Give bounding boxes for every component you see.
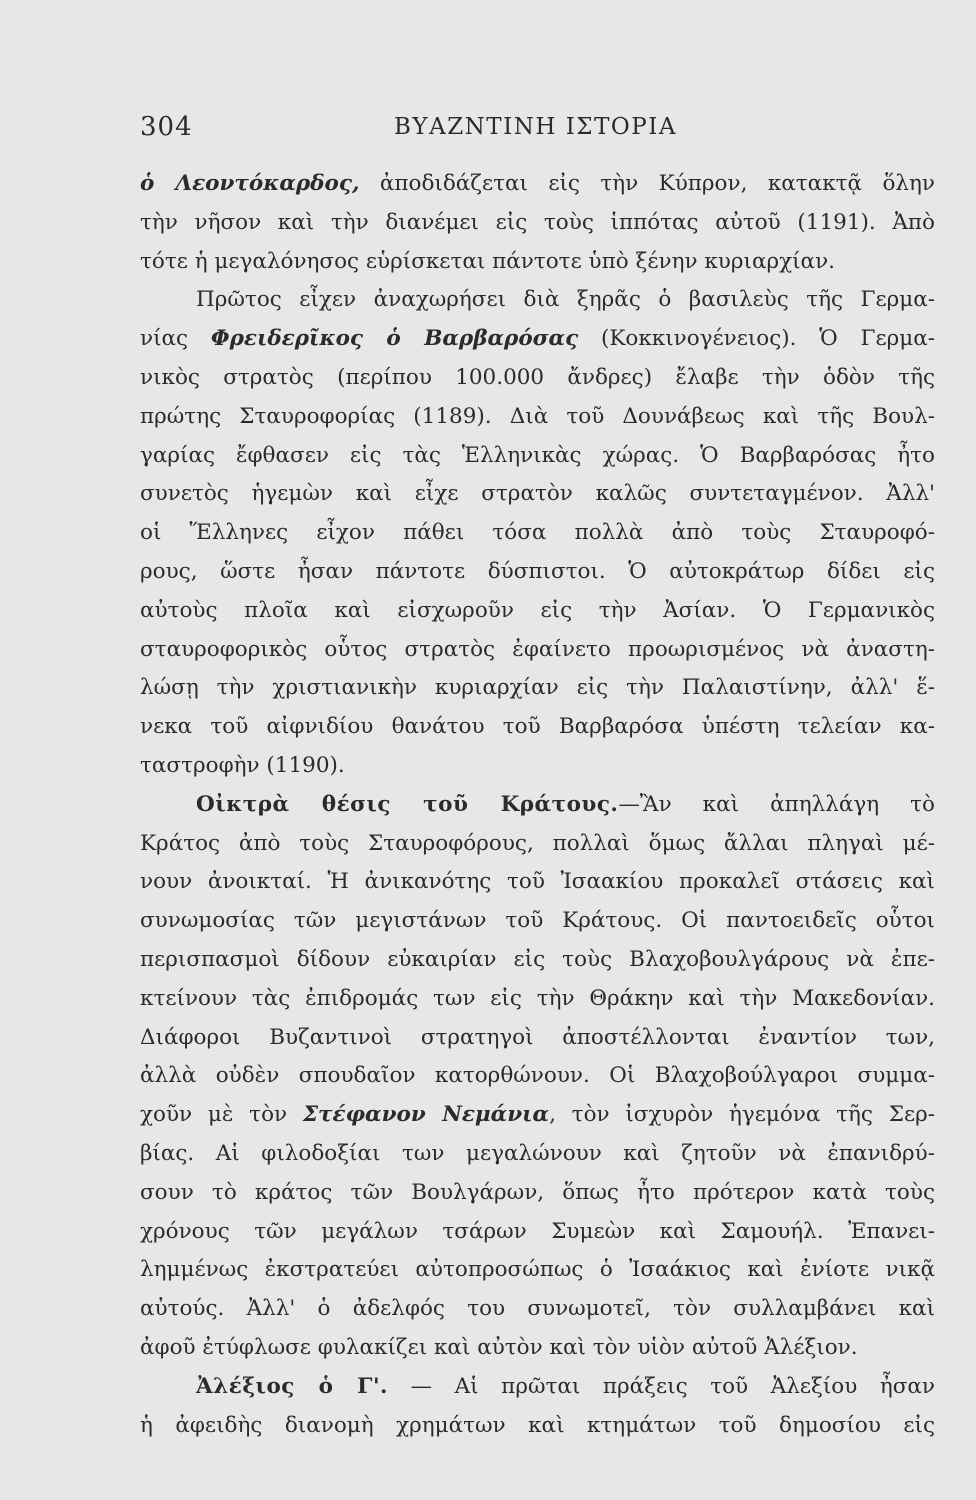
text-line [140,786,935,825]
text-span: —Ἂν καὶ ἀπηλλάγη τὸ [618,791,935,817]
text-line: Διάφοροι Βυζαντινοὶ στρατηγοὶ ἀποστέλλονται ἐναντίον των, [140,1024,935,1050]
text-span: (Κοκκινογένειος). Ὁ Γερμα- [578,326,935,352]
running-title: ΒΥΑΖΝΤΙΝΗ ΙΣΤΟΡΙΑ [394,114,677,140]
text-line: βίας. Αἱ φιλοδοξίαι των μεγαλώνουν καὶ ζητοῦν νὰ ἐπανιδρύ- [140,1140,935,1166]
text-line: ταστροφὴν (1190). [140,752,345,778]
text-line: οἱ Ἕλληνες εἶχον πάθει τόσα πολλὰ ἀπὸ τοὺς Σταυροφό- [140,520,935,546]
body-text [140,165,935,1445]
text-span: νίας [140,326,211,352]
text-line [140,1096,935,1135]
text-line: χρόνους τῶν μεγάλων τσάρων Συμεὼν καὶ Σαμουήλ. Ἐπανει- [140,1218,935,1244]
text-line: ἀλλὰ οὐδὲν σπουδαῖον κατορθώνουν. Οἱ Βλαχοβούλγαροι συμμα- [140,1063,935,1089]
text-line: ρους, ὥστε ἦσαν πάντοτε δύσπιστοι. Ὁ αὐτοκράτωρ δίδει εἰς [140,558,935,584]
text-span: , τὸν ἰσχυρὸν ἡγεμόνα τῆς Σερ- [549,1102,935,1128]
text-line: τότε ἡ μεγαλόνησος εὑρίσκεται πάντοτε ὑπὸ ξένην κυριαρχίαν. [140,248,835,274]
section-heading: Οἰκτρὰ θέσις τοῦ Κράτους. [196,791,619,817]
text-line [140,165,935,204]
text-line [140,320,935,359]
section-heading: Ἀλέξιος ὁ Γ'. [196,1373,389,1399]
text-line: νεκα τοῦ αἰφνιδίου θανάτου τοῦ Βαρβαρόσα ὑπέστη τελείαν κα- [140,714,935,740]
text-span: — Αἱ πρῶται πράξεις τοῦ Ἀλεξίου ἦσαν [388,1373,935,1399]
person-name: Στέφανον Νεμάνια [302,1102,550,1128]
text-line: συνωμοσίας τῶν μεγιστάνων τοῦ Κράτους. Οἱ παντοειδεῖς οὗτοι [140,908,935,934]
text-line: λημμένως ἐκστρατεύει αὐτοπροσώπως ὁ Ἰσαάκιος καὶ ἐνίοτε νικᾷ [140,1257,935,1283]
text-line: σταυροφορικὸς οὗτος στρατὸς ἐφαίνετο προωρισμένος νὰ ἀναστη- [140,636,935,662]
text-line: ἡ ἀφειδὴς διανομὴ χρημάτων καὶ κτημάτων τοῦ δημοσίου εἰς [140,1412,935,1438]
text-line: αὐτούς. Ἀλλ' ὁ ἀδελφός του συνωμοτεῖ, τὸν συλλαμβάνει καὶ [140,1296,935,1322]
page-number: 304 [140,112,193,142]
text-line: τὴν νῆσον καὶ τὴν διανέμει εἰς τοὺς ἱππότας αὐτοῦ (1191). Ἀπὸ [140,209,935,235]
text-line: πρώτης Σταυροφορίας (1189). Διὰ τοῦ Δουνάβεως καὶ τῆς Βουλ- [140,403,935,429]
text-line: περισπασμοὶ δίδουν εὐκαιρίαν εἰς τοὺς Βλαχοβουλγάρους νὰ ἐπε- [140,946,935,972]
text-span: χοῦν μὲ τὸν [140,1102,303,1128]
text-line: νουν ἀνοικταί. Ἡ ἀνικανότης τοῦ Ἰσαακίου προκαλεῖ στάσεις καὶ [140,869,935,895]
text-line: νικὸς στρατὸς (περίπου 100.000 ἄνδρες) ἔλαβε τὴν ὁδὸν τῆς [140,364,935,390]
text-span: ἀποδιδάζεται εἰς τὴν Κύπρον, κατακτᾷ ὅλην [359,171,935,196]
person-name: Φρειδερῖκος ὁ Βαρβαρόσας [210,326,579,352]
text-line: συνετὸς ἡγεμὼν καὶ εἶχε στρατὸν καλῶς συντεταγμένον. Ἀλλ' [140,481,935,507]
text-line: Κράτος ἀπὸ τοὺς Σταυροφόρους, πολλαὶ ὅμως ἄλλαι πληγαὶ μέ- [140,830,935,856]
text-line [140,1368,935,1407]
text-line: σουν τὸ κράτος τῶν Βουλγάρων, ὅπως ἦτο πρότερον κατὰ τοὺς [140,1179,935,1205]
text-line: γαρίας ἔφθασεν εἰς τὰς Ἑλληνικὰς χώρας. Ὁ Βαρβαρόσας ἦτο [140,442,935,468]
text-line: κτείνουν τὰς ἐπιδρομάς των εἰς τὴν Θράκην καὶ τὴν Μακεδονίαν. [140,985,935,1011]
person-name: ὁ Λεοντόκαρδος, [140,171,360,196]
text-line: ἀφοῦ ἐτύφλωσε φυλακίζει καὶ αὐτὸν καὶ τὸν υἱὸν αὐτοῦ Ἀλέξιον. [140,1334,858,1360]
page-header [0,112,976,152]
text-line: Πρῶτος εἶχεν ἀναχωρήσει διὰ ξηρᾶς ὁ βασιλεὺς τῆς Γερμα- [196,287,935,313]
text-line: λώσῃ τὴν χριστιανικὴν κυριαρχίαν εἰς τὴν Παλαιστίνην, ἀλλ' ἕ- [140,675,935,701]
text-line: αὐτοὺς πλοῖα καὶ εἰσχωροῦν εἰς τὴν Ἀσίαν. Ὁ Γερμανικὸς [140,597,935,623]
